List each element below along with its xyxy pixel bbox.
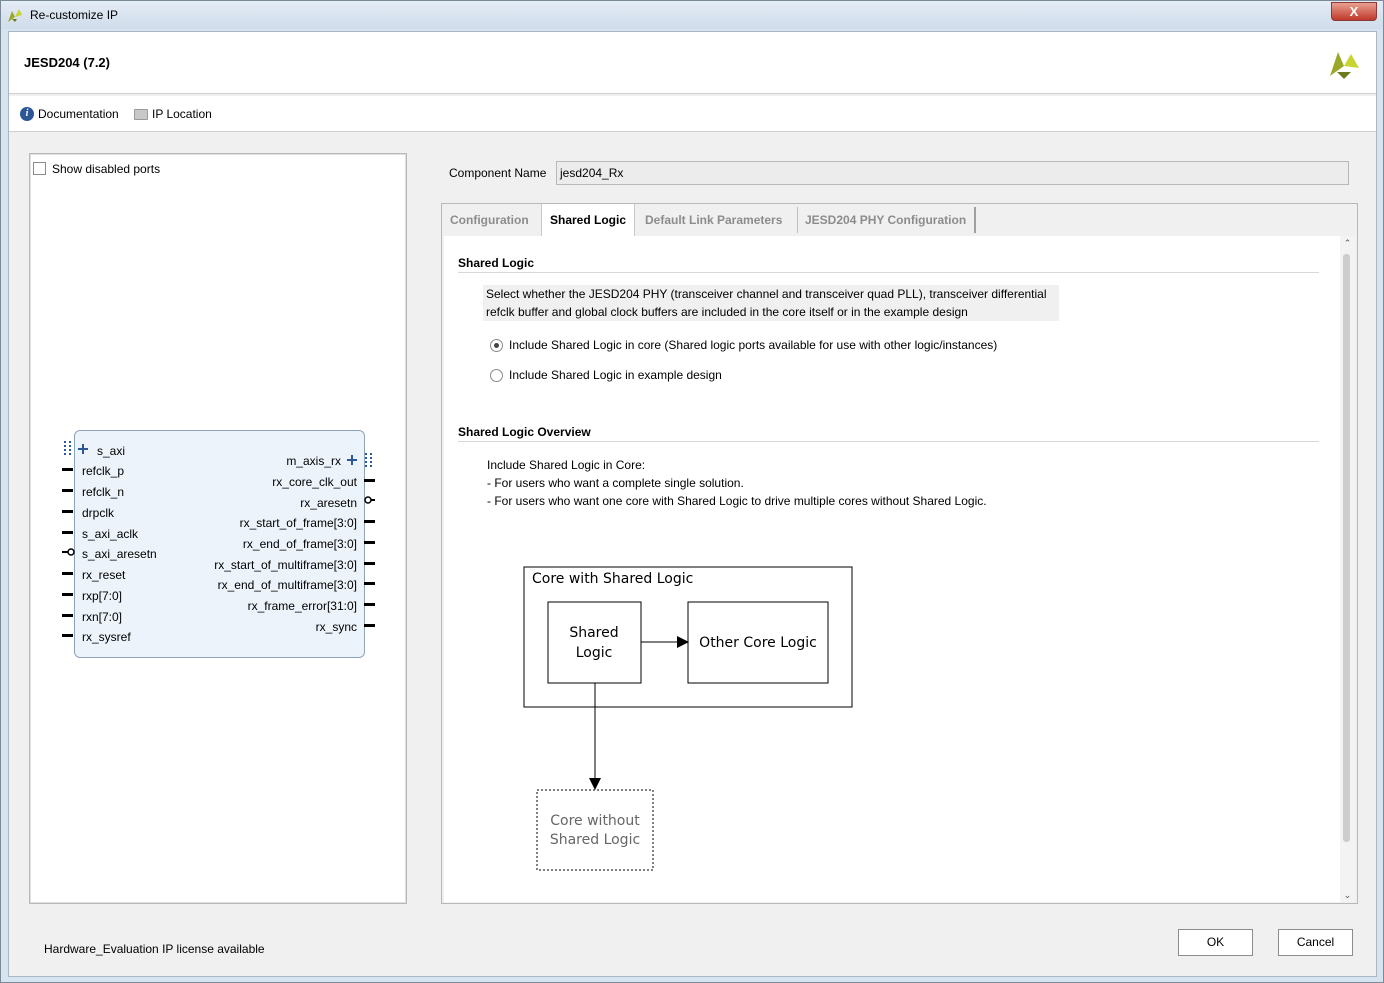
show-disabled-ports-label: Show disabled ports (52, 162, 161, 176)
pin (364, 479, 375, 482)
port-label: rx_core_clk_out (272, 475, 357, 489)
port-label: refclk_n (82, 485, 125, 499)
cancel-button[interactable]: Cancel (1278, 929, 1353, 956)
vivado-logo-icon (7, 7, 23, 23)
core-without-shared-logic-box (537, 790, 653, 870)
port-label: s_axi (97, 444, 126, 458)
component-name-label: Component Name (449, 166, 547, 180)
s-axi-bus-icon (65, 441, 88, 456)
dialog-client (8, 31, 1377, 977)
ip-location-link[interactable] (134, 107, 212, 121)
header (9, 32, 1376, 94)
pin (364, 624, 375, 627)
pin (62, 531, 73, 534)
pin (62, 468, 73, 471)
documentation-link[interactable] (20, 107, 119, 121)
shared-logic-diagram (444, 236, 1340, 902)
scroll-up-icon[interactable]: ⌃ (1343, 238, 1352, 248)
include-in-core-label: Include Shared Logic in core (Shared logic ports available for use with other logic/instances) (509, 338, 998, 352)
pin (62, 634, 73, 637)
license-status: Hardware_Evaluation IP license available (44, 942, 265, 956)
description-line: Select whether the JESD204 PHY (transceiver channel and transceiver quad PLL), transceiver differential (486, 287, 1047, 301)
pin (62, 489, 73, 492)
toolbar (9, 96, 1376, 132)
close-button[interactable]: X (1331, 2, 1377, 21)
overview-line: - For users who want a complete single solution. (487, 476, 744, 490)
overview-line: - For users who want one core with Shared Logic to drive multiple cores without Shared Logic. (487, 494, 987, 508)
info-icon: i (20, 107, 34, 121)
component-name-input[interactable]: jesd204_Rx (556, 161, 1349, 185)
other-core-logic-label: Other Core Logic (699, 635, 817, 651)
outer-box-label: Core with Shared Logic (532, 571, 694, 587)
port-label: s_axi_aresetn (82, 547, 157, 561)
pin (364, 603, 375, 606)
ip-location-label: IP Location (152, 107, 212, 121)
tab-configuration[interactable]: Configuration (450, 213, 529, 227)
pin (364, 541, 375, 544)
scroll-thumb[interactable] (1343, 254, 1350, 842)
tab-default-link-parameters[interactable]: Default Link Parameters (645, 213, 783, 227)
title-bar (1, 1, 1383, 29)
tab-jesd204-phy-configuration[interactable]: JESD204 PHY Configuration (805, 213, 967, 227)
pin (364, 520, 375, 523)
description-line: refclk buffer and global clock buffers are included in the core itself or in the example design (486, 305, 968, 319)
documentation-label: Documentation (38, 107, 119, 121)
pin (62, 510, 73, 513)
shared-logic-box (548, 602, 641, 683)
content-scrollbar[interactable] (1340, 236, 1355, 902)
port-label: refclk_p (82, 464, 125, 478)
port-label: rxp[7:0] (82, 589, 123, 603)
window-title: Re-customize IP (30, 8, 119, 22)
symbol-pins (30, 154, 406, 903)
port-label: rxn[7:0] (82, 610, 123, 624)
port-label: s_axi_aclk (82, 527, 139, 541)
overview-line: Include Shared Logic in Core: (487, 458, 646, 472)
pin (364, 582, 375, 585)
shared-logic-title: Shared Logic (458, 256, 535, 270)
folder-icon (134, 109, 148, 120)
shared-logic-label: Shared (569, 625, 619, 641)
tab-separator (974, 207, 976, 233)
port-label: rx_end_of_frame[3:0] (242, 537, 357, 551)
overview-title: Shared Logic Overview (458, 425, 591, 439)
port-label: rx_end_of_multiframe[3:0] (217, 578, 357, 592)
scroll-down-icon[interactable]: ⌄ (1343, 890, 1352, 900)
pin (62, 593, 73, 596)
port-label: rx_reset (82, 568, 126, 582)
port-label: rx_sysref (82, 630, 131, 644)
ip-title: JESD204 (7.2) (24, 55, 110, 70)
tab-bar (442, 204, 1357, 236)
include-in-example-label: Include Shared Logic in example design (509, 368, 722, 382)
xilinx-logo-icon (1327, 46, 1361, 80)
pin (364, 562, 375, 565)
tab-shared-logic[interactable]: Shared Logic (541, 204, 635, 236)
shared-logic-content (444, 236, 1355, 902)
port-label: drpclk (82, 506, 115, 520)
ip-symbol-panel (29, 153, 407, 904)
m-axis-rx-bus-icon (347, 453, 371, 468)
core-without-label: Core without (550, 813, 640, 829)
port-label: rx_aresetn (300, 496, 357, 510)
pin (62, 572, 73, 575)
tab-panel (441, 203, 1358, 904)
active-low-pin (365, 497, 371, 503)
shared-logic-label: Logic (575, 645, 613, 661)
pin (371, 499, 375, 501)
active-low-pin (68, 549, 74, 555)
port-label: m_axis_rx (286, 454, 341, 468)
pin (62, 614, 73, 617)
core-without-label: Shared Logic (549, 832, 641, 848)
ok-button[interactable]: OK (1178, 929, 1253, 956)
port-label: rx_frame_error[31:0] (247, 599, 357, 613)
port-label: rx_start_of_multiframe[3:0] (214, 558, 357, 572)
port-label: rx_sync (315, 620, 357, 634)
port-label: rx_start_of_frame[3:0] (239, 516, 357, 530)
